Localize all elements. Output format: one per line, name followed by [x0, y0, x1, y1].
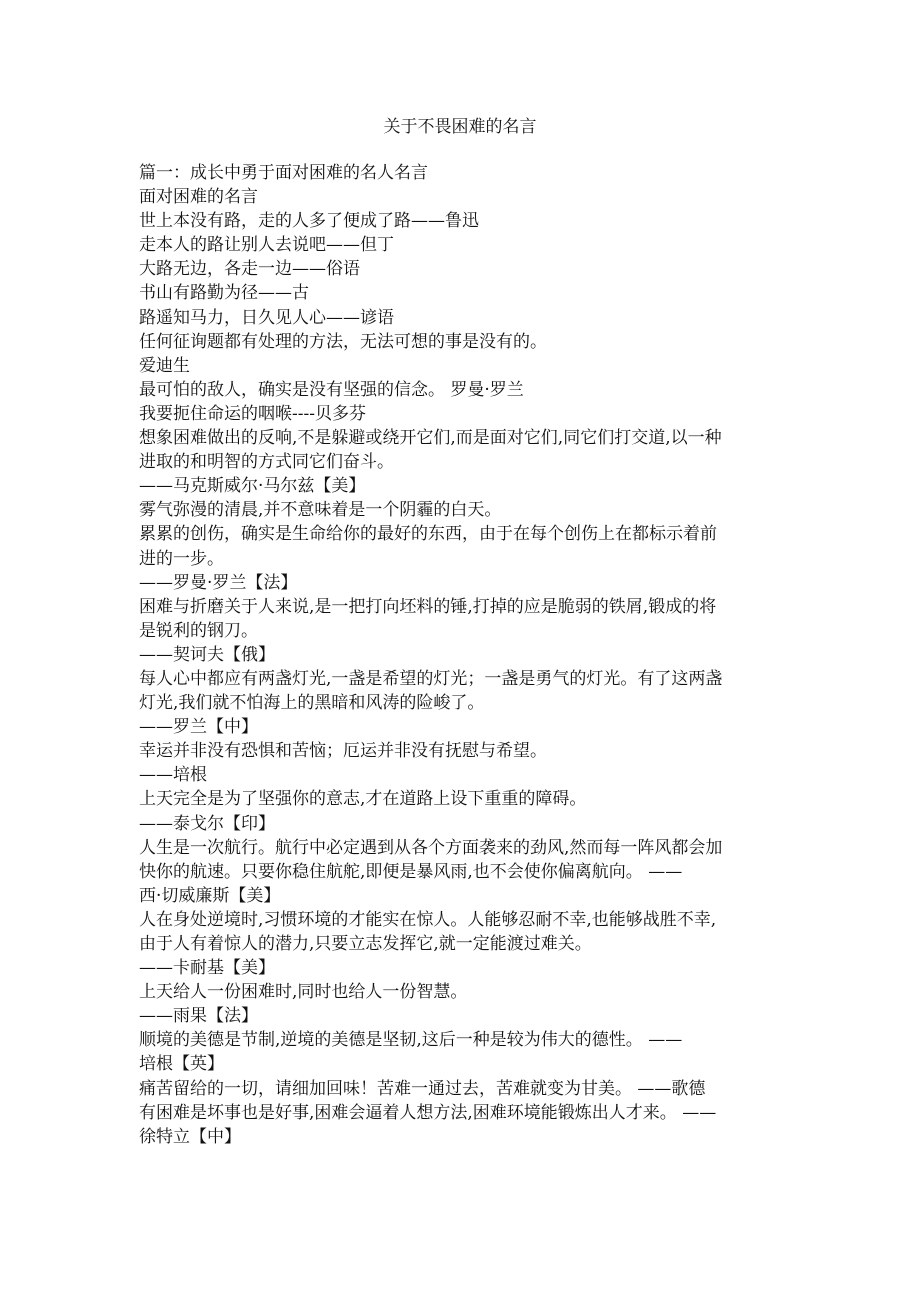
text-line: 路遥知马力，日久见人心——谚语	[139, 307, 394, 328]
text-line: 由于人有着惊人的潜力,只要立志发挥它,就一定能渡过难关。	[139, 934, 592, 954]
text-line: 最可怕的敌人，确实是没有坚强的信念。 罗曼·罗兰	[139, 379, 524, 400]
text-line: 快你的航速。只要你稳住航舵,即便是暴风雨,也不会使你偏离航向。 ——	[139, 861, 683, 882]
text-line: 累累的创伤，确实是生命给你的最好的东西，由于在每个创伤上在都标示着前	[139, 524, 717, 545]
text-line: 人在身处逆境时,习惯环境的才能实在惊人。人能够忍耐不幸,也能够战胜不幸,	[139, 909, 717, 930]
text-line: 人生是一次航行。航行中必定遇到从各个方面袭来的劲风,然而每一阵风都会加	[139, 837, 723, 858]
document-title: 关于不畏困难的名言	[383, 117, 537, 137]
text-line: 想象困难做出的反响,不是躲避或绕开它们,而是面对它们,同它们打交道,以一种	[139, 428, 722, 449]
text-line: ——马克斯威尔·马尔兹【美】	[139, 476, 366, 497]
text-line: 爱迪生	[139, 355, 190, 376]
text-line: 痛苦留给的一切，请细加回味！苦难一通过去，苦难就变为甘美。 ——歌德	[139, 1078, 706, 1099]
text-line: 雾气弥漫的清晨,并不意味着是一个阴霾的白天。	[139, 500, 502, 521]
text-line: ——罗曼·罗兰【法】	[139, 572, 298, 593]
text-line: 是锐利的钢刀。	[139, 620, 258, 641]
text-line: 我要扼住命运的咽喉----贝多芬	[139, 403, 366, 424]
text-line: ——培根	[139, 765, 207, 786]
text-line: 书山有路勤为径——古	[139, 283, 309, 304]
text-line: 任何征询题都有处理的方法，无法可想的事是没有的。	[139, 331, 547, 352]
document-body	[139, 161, 799, 1149]
text-line: ——罗兰【中】	[139, 717, 258, 738]
text-line: 篇一：成长中勇于面对困难的名人名言	[139, 163, 428, 183]
text-line: 困难与折磨关于人来说,是一把打向坯料的锤,打掉的应是脆弱的铁屑,锻成的将	[139, 596, 717, 617]
text-line: 顺境的美德是节制,逆境的美德是坚韧,这后一种是较为伟大的德性。 ——	[139, 1030, 683, 1051]
text-line: 进的一步。	[139, 548, 224, 569]
text-line: 灯光,我们就不怕海上的黑暗和风涛的险峻了。	[139, 693, 485, 714]
text-line: ——契诃夫【俄】	[139, 644, 275, 665]
text-line: 进取的和明智的方式同它们奋斗。	[139, 452, 394, 473]
text-line: 每人心中都应有两盏灯光,一盏是希望的灯光；一盏是勇气的灯光。有了这两盏	[139, 668, 723, 689]
text-line: 走本人的路让别人去说吧——但丁	[139, 235, 394, 256]
text-line: 徐特立【中】	[139, 1126, 241, 1147]
text-line: 有困难是坏事也是好事,困难会逼着人想方法,困难环境能锻炼出人才来。 ——	[139, 1102, 717, 1123]
text-line: 西·切威廉斯【美】	[139, 885, 281, 906]
text-line: 面对困难的名言	[139, 187, 258, 208]
text-line: 培根【英】	[139, 1054, 224, 1075]
text-line: 大路无边，各走一边——俗语	[139, 259, 360, 280]
text-line: ——卡耐基【美】	[139, 958, 275, 979]
text-line: ——雨果【法】	[139, 1006, 258, 1027]
text-line: 世上本没有路，走的人多了便成了路——鲁迅	[139, 211, 479, 232]
text-line: 上天给人一份困难时,同时也给人一份智慧。	[139, 982, 468, 1003]
text-line: 上天完全是为了坚强你的意志,才在道路上设下重重的障碍。	[139, 789, 587, 810]
text-line: 幸运并非没有恐惧和苦恼；厄运并非没有抚慰与希望。	[139, 741, 547, 762]
text-line: ——泰戈尔【印】	[139, 813, 275, 834]
